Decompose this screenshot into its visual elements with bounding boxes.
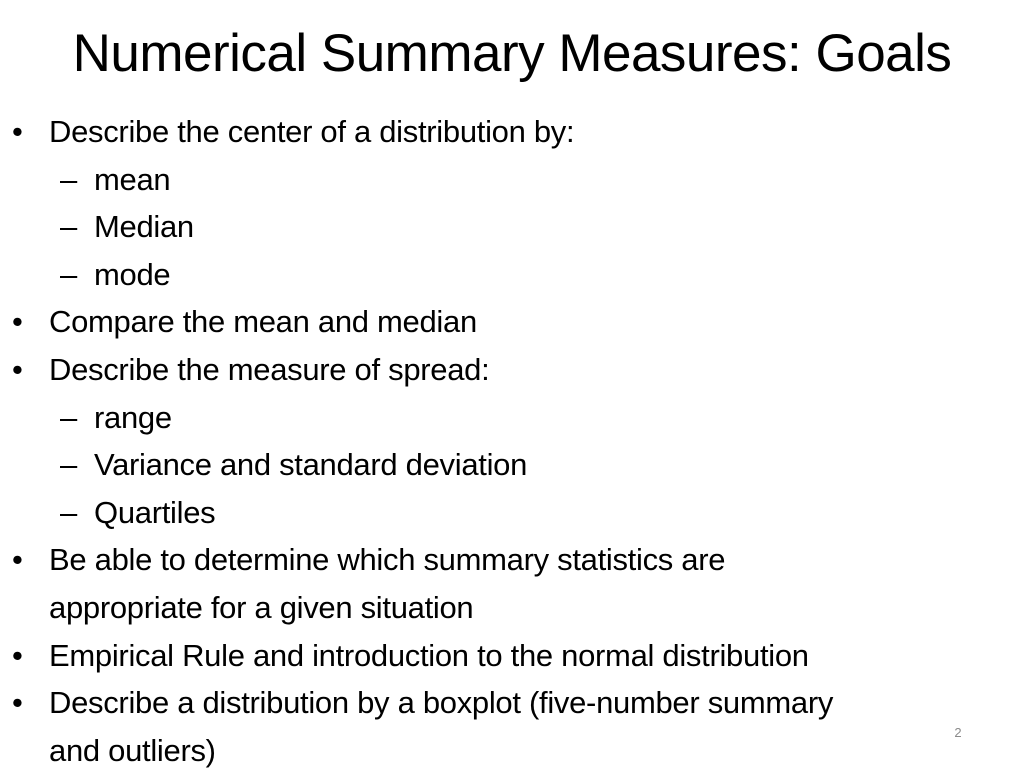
bullet-text-continuation: appropriate for a given situation — [49, 589, 474, 625]
bullet-item — [0, 108, 1024, 156]
sub-bullet-item — [0, 489, 1024, 537]
bullet-marker: • — [12, 304, 23, 340]
dash-marker: – — [60, 256, 77, 292]
sub-bullet-item — [0, 394, 1024, 442]
bullet-marker: • — [12, 351, 23, 387]
bullet-text: Describe a distribution by a boxplot (five-number summary — [49, 685, 834, 721]
sub-bullet-item — [0, 251, 1024, 299]
bullet-list — [0, 108, 1024, 768]
sub-bullet-item — [0, 441, 1024, 489]
dash-marker: – — [60, 447, 77, 483]
bullet-item — [0, 346, 1024, 394]
sub-bullet-item — [0, 156, 1024, 204]
bullet-marker: • — [12, 685, 23, 721]
bullet-text: Compare the mean and median — [49, 304, 477, 340]
bullet-text: Be able to determine which summary statistics are — [49, 542, 726, 578]
bullet-marker: • — [12, 114, 23, 149]
dash-marker: – — [60, 209, 77, 245]
bullet-item — [0, 679, 1024, 727]
sub-bullet-item — [0, 203, 1024, 251]
sub-bullet-text: Variance and standard deviation — [94, 447, 528, 483]
bullet-item — [0, 536, 1024, 584]
bullet-item — [0, 632, 1024, 680]
bullet-marker: • — [12, 637, 23, 673]
dash-marker: – — [60, 399, 77, 435]
bullet-item — [0, 298, 1024, 346]
bullet-continuation — [0, 727, 1024, 768]
sub-bullet-text: Median — [94, 209, 194, 245]
dash-marker: – — [60, 494, 77, 530]
sub-bullet-text: Quartiles — [94, 494, 216, 530]
bullet-marker: • — [12, 542, 23, 578]
bullet-text: Describe the center of a distribution by: — [49, 114, 575, 149]
page-number: 2 — [954, 725, 962, 740]
bullet-text-continuation: and outliers) — [49, 732, 216, 768]
bullet-text: Describe the measure of spread: — [49, 351, 490, 387]
dash-marker: – — [60, 161, 77, 197]
bullet-text: Empirical Rule and introduction to the normal distribution — [49, 637, 809, 673]
slide-title: Numerical Summary Measures: Goals — [72, 24, 952, 83]
bullet-continuation — [0, 584, 1024, 632]
sub-bullet-text: mean — [94, 161, 171, 197]
sub-bullet-text: range — [94, 399, 172, 435]
sub-bullet-text: mode — [94, 256, 171, 292]
